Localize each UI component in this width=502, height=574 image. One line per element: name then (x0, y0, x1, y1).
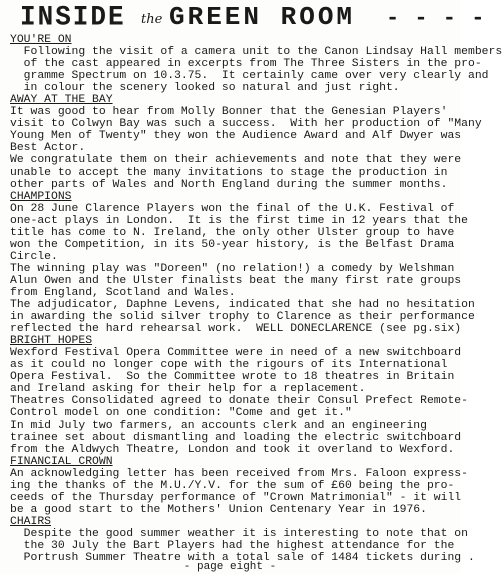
paragraph-line: Alun Owen and the Ulster finalists beat the many first rate groups (10, 274, 462, 287)
paragraph-line: other parts of Wales and North England during the summer months. (10, 178, 448, 191)
paragraph-line: ceeds of the Thursday performance of "Crown Matrimonial" - it will (10, 491, 462, 504)
page-number-footer: - page eight - (183, 561, 277, 573)
paragraph-line: from England, Scotland and Wales. (10, 286, 236, 299)
article-body (10, 34, 502, 565)
paragraph-line: gramme Spectrum on 10.3.75. It certainly came over very clearly and (10, 70, 489, 83)
paragraph-line: and Ireland asking for their help for a replacement. (10, 383, 366, 396)
paragraph-line: It was good to hear from Molly Bonner that the Genesian Players' (10, 106, 448, 119)
paragraph-line: Wexford Festival Opera Committee were in need of a new switchboard (10, 347, 462, 360)
paragraph-line: as it could no longer cope with the rigours of its International (10, 359, 448, 372)
masthead-dashes: - - - - (386, 6, 486, 31)
paragraph-line: be a good start to the Mothers' Union Centenary Year in 1976. (10, 503, 427, 516)
paragraph-line: from the Aldwych Theatre, London and took it overland to Wexford. (10, 443, 455, 456)
paragraph-line: Theatres Consolidated agreed to donate their Consul Prefect Remote- (10, 395, 468, 408)
masthead-inside: INSIDE (20, 1, 126, 33)
paragraph-line: Following the visit of a camera unit to the Canon Lindsay Hall members (10, 46, 502, 59)
paragraph-line: unable to accept the many invitations to stage the production in (10, 166, 448, 179)
paragraph-line: Despite the good summer weather it is interesting to note that on (10, 527, 468, 540)
paragraph-line: one-act plays in London. It is the first time in 12 years that the (10, 214, 468, 227)
paragraph-line: Circle. (10, 250, 58, 263)
paragraph-line: visit to Colwyn Bay was such a success. With her production of "Many (10, 118, 482, 131)
section-heading-away-at-the-bay: AWAY AT THE BAY (10, 94, 113, 107)
paragraph-line: won the Competition, in its 50-year history, is the Belfast Drama (10, 238, 455, 251)
section-heading-youre-on: YOU'RE ON (10, 34, 72, 46)
paragraph-line: An acknowledging letter has been received from Mrs. Faloon express- (10, 467, 468, 480)
paragraph-line: Portrush Summer Theatre with a total sale of 1484 tickets during . (10, 552, 475, 565)
paragraph-line: On 28 June Clarence Players won the final of the U.K. Festival of (10, 202, 455, 215)
paragraph-line: The adjudicator, Daphne Levens, indicated that she had no hesitation (10, 299, 475, 312)
section-heading-chairs: CHAIRS (10, 515, 52, 528)
section-heading-financial-crown: FINANCIAL CROWN (10, 455, 113, 468)
paragraph-line: The winning play was "Doreen" (no relation!) a comedy by Welshman (10, 262, 455, 275)
paragraph-line: Best Actor. (10, 142, 86, 155)
paragraph-line: reflected the hard rehearsal work. WELL DONECLARENCE (see pg.six) (10, 323, 462, 336)
section-heading-champions: CHAMPIONS (10, 190, 72, 203)
paragraph-line: of the cast appeared in excerpts from The Three Sisters in the pro- (10, 58, 482, 71)
paragraph-line: in awarding the solid silver trophy to Clarence as their performance (10, 311, 475, 324)
masthead-the: the (141, 12, 163, 27)
section-heading-bright-hopes: BRIGHT HOPES (10, 335, 93, 348)
paragraph-line: Opera Festival. So the Committee wrote to 18 theatres in Britain (10, 371, 455, 384)
paragraph-line: in colour the scenery looked so natural and just right. (10, 82, 400, 95)
masthead (14, 1, 486, 38)
masthead-green-room: GREEN ROOM (169, 2, 356, 32)
paragraph-line: the 30 July the Bart Players had the highest attendance for the (10, 539, 455, 552)
paragraph-line: ing the thanks of the M.U./Y.V. for the sum of £60 being the pro- (10, 479, 455, 492)
paragraph-line: title has come to N. Ireland, the only other Ulster group to have (10, 226, 455, 239)
paragraph-line: We congratulate them on their achievements and note that they were (10, 154, 462, 167)
paragraph-line: trainee set about dismantling and loading the electric switchboard (10, 431, 462, 444)
paragraph-line: In mid July two farmers, an accounts clerk and an engineering (10, 419, 427, 432)
paragraph-line: Young Men of Twenty" they won the Audience Award and Alf Dwyer was (10, 130, 462, 143)
paragraph-line: Control model on one condition: "Come and get it." (10, 407, 352, 420)
